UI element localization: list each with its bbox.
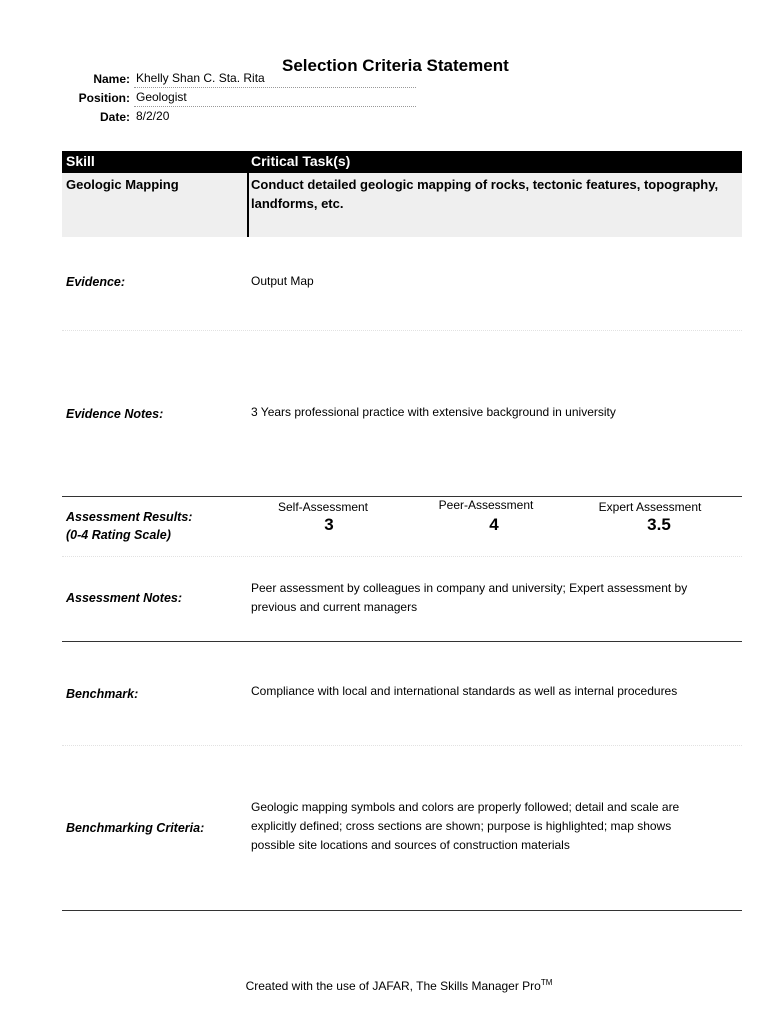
assessment-results-label: Assessment Results:: [66, 510, 193, 524]
benchmarking-criteria-line-2: explicitly defined; cross sections are shown; purpose is highlighted; map shows: [251, 819, 672, 833]
self-assessment-value: 3: [324, 515, 334, 534]
name-value: Khelly Shan C. Sta. Rita: [136, 71, 265, 85]
benchmarking-criteria-line-1: Geologic mapping symbols and colors are properly followed; detail and scale are: [251, 800, 680, 814]
benchmarking-criteria-line-3: possible site locations and sources of construction materials: [251, 838, 570, 852]
trademark-mark: TM: [540, 978, 553, 987]
skill-value: Geologic Mapping: [66, 177, 179, 192]
date-value: 8/2/20: [136, 109, 170, 123]
divider: [62, 910, 742, 911]
benchmarking-criteria-label: Benchmarking Criteria:: [66, 821, 205, 835]
table-header: [62, 151, 742, 173]
assessment-notes-line-2: previous and current managers: [251, 600, 418, 614]
column-divider: [247, 173, 249, 237]
position-underline: [134, 106, 416, 107]
expert-assessment-label: Expert Assessment: [598, 500, 702, 514]
position-label: Position:: [78, 91, 130, 105]
evidence-value: Output Map: [251, 274, 314, 288]
expert-assessment-value: 3.5: [647, 515, 671, 534]
footer: [0, 978, 768, 993]
divider: [62, 745, 742, 746]
rating-scale-label: (0-4 Rating Scale): [66, 528, 171, 542]
evidence-notes-label: Evidence Notes:: [66, 407, 164, 421]
skill-header: Skill: [66, 153, 95, 169]
self-assessment-label: Self-Assessment: [277, 500, 369, 514]
date-label: Date:: [99, 110, 130, 124]
peer-assessment-label: Peer-Assessment: [438, 498, 534, 512]
benchmark-value: Compliance with local and international standards as well as internal procedures: [251, 684, 678, 698]
evidence-notes-value: 3 Years professional practice with extensive background in university: [251, 405, 616, 419]
critical-task-header: Critical Task(s): [251, 153, 351, 169]
page-title: Selection Criteria Statement: [282, 56, 509, 75]
divider: [62, 556, 742, 557]
benchmark-label: Benchmark:: [66, 687, 139, 701]
evidence-label: Evidence:: [66, 275, 126, 289]
position-value: Geologist: [136, 90, 187, 104]
assessment-notes-line-1: Peer assessment by colleagues in company and university; Expert assessment by: [251, 581, 688, 595]
footer-text: Created with the use of JAFAR, The Skills Manager Pro: [245, 979, 541, 993]
divider: [62, 330, 742, 331]
task-line-1: Conduct detailed geologic mapping of rocks, tectonic features, topography,: [251, 177, 719, 192]
task-line-2: landforms, etc.: [251, 196, 344, 211]
peer-assessment-value: 4: [489, 515, 499, 534]
divider: [62, 641, 742, 642]
name-label: Name:: [93, 72, 130, 86]
assessment-notes-label: Assessment Notes:: [66, 591, 183, 605]
name-underline: [134, 87, 416, 88]
divider: [62, 496, 742, 497]
